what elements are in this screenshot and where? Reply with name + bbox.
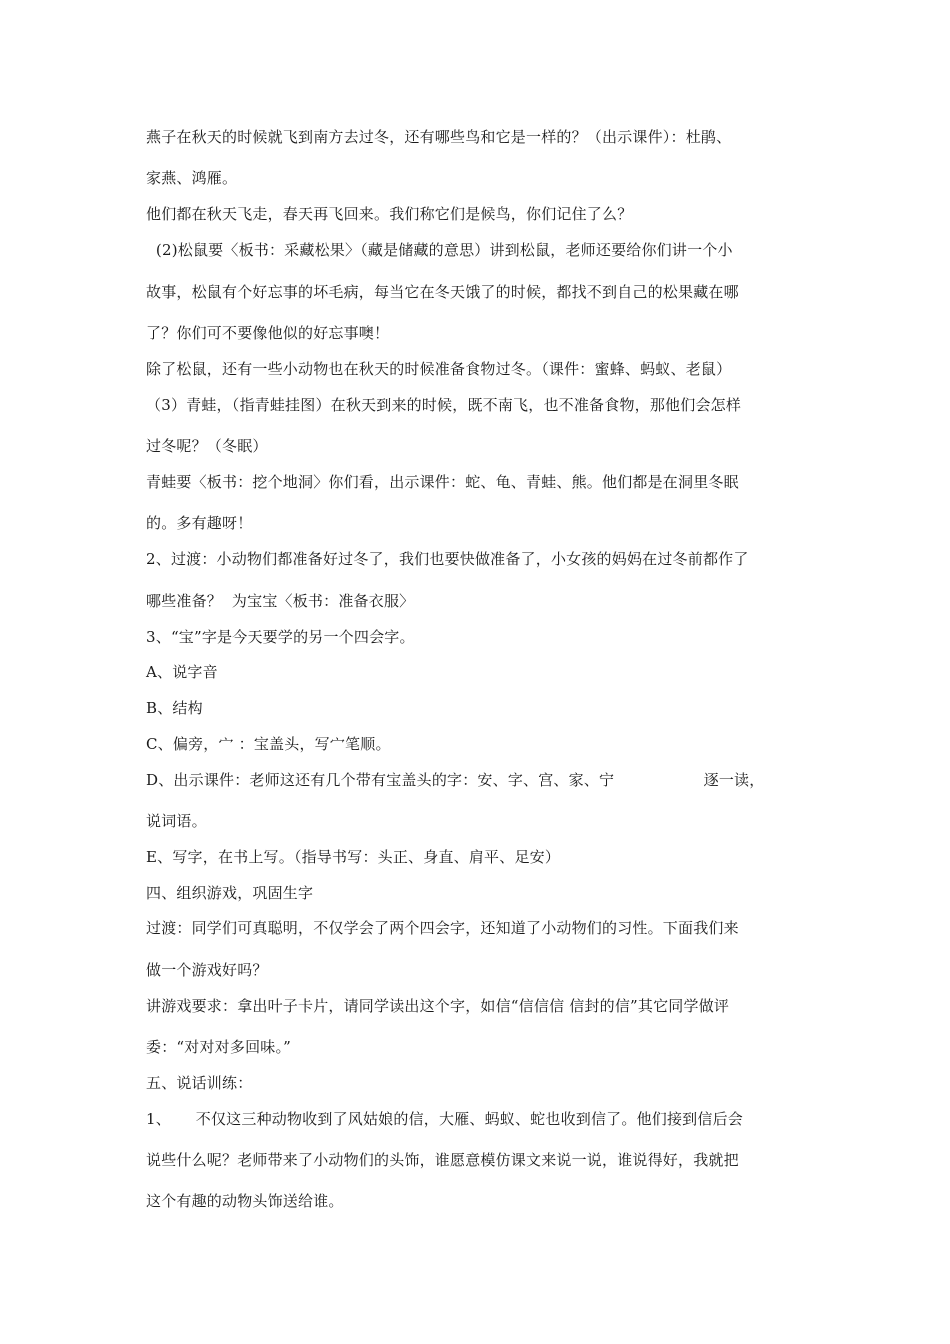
text-line: 这个有趣的动物头饰送给谁。 bbox=[146, 1192, 344, 1210]
text-line: (2)松鼠要〈板书：采藏松果〉（藏是储藏的意思）讲到松鼠，老师还要给你们讲一个小 bbox=[146, 241, 733, 259]
text-line: 五、说话训练： bbox=[146, 1074, 253, 1092]
text-line: 故事，松鼠有个好忘事的坏毛病，每当它在冬天饿了的时候，都找不到自己的松果藏在哪 bbox=[146, 283, 739, 301]
text-line: 过冬呢？（冬眠） bbox=[146, 437, 268, 455]
text-line: B、结构 bbox=[146, 699, 203, 717]
text-line: C、偏旁，宀 ：宝盖头，写宀笔顺。 bbox=[146, 735, 391, 753]
text-line: 的。多有趣呀！ bbox=[146, 514, 253, 532]
text-line: 说些什么呢？老师带来了小动物们的头饰，谁愿意模仿课文来说一说，谁说得好，我就把 bbox=[146, 1151, 739, 1169]
text-line: 哪些准备？ 为宝宝〈板书：准备衣服〉 bbox=[146, 592, 415, 610]
text-line: A、说字音 bbox=[146, 663, 218, 681]
text-line: 四、组织游戏，巩固生字 bbox=[146, 884, 314, 902]
text-line: 说词语。 bbox=[146, 812, 207, 830]
text-line: 做一个游戏好吗？ bbox=[146, 961, 268, 979]
text-line: 了？你们可不要像他似的好忘事噢！ bbox=[146, 324, 390, 342]
text-line: 他们都在秋天飞走，春天再飞回来。我们称它们是候鸟，你们记住了么？ bbox=[146, 205, 633, 223]
text-line: 家燕、鸿雁。 bbox=[146, 169, 238, 187]
text-line: 委：“对对对多回味。” bbox=[146, 1038, 292, 1056]
text-line: E、写字，在书上写。（指导书写：头正、身直、肩平、足安） bbox=[146, 848, 561, 866]
text-line: 过渡：同学们可真聪明，不仅学会了两个四会字，还知道了小动物们的习性。下面我们来 bbox=[146, 919, 739, 937]
text-line: 3、“宝”字是今天要学的另一个四会字。 bbox=[146, 628, 415, 646]
text-line: D、出示课件：老师这还有几个带有宝盖头的字：安、字、宫、家、宁 逐一读， bbox=[146, 771, 765, 789]
text-line: （3）青蛙，（指青蛙挂图）在秋天到来的时候，既不南飞，也不准备食物，那他们会怎样 bbox=[146, 396, 742, 414]
text-line: 燕子在秋天的时候就飞到南方去过冬，还有哪些鸟和它是一样的？（出示课件）：杜鹃、 bbox=[146, 128, 732, 146]
text-line: 讲游戏要求：拿出叶子卡片，请同学读出这个字，如信“信信信 信封的信”其它同学做评 bbox=[146, 997, 730, 1015]
text-line: 1、 不仅这三种动物收到了风姑娘的信，大雁、蚂蚁、蛇也收到信了。他们接到信后会 bbox=[146, 1110, 743, 1128]
text-line: 除了松鼠，还有一些小动物也在秋天的时候准备食物过冬。（课件：蜜蜂、蚂蚁、老鼠） bbox=[146, 360, 732, 378]
text-line: 青蛙要〈板书：挖个地洞〉你们看，出示课件：蛇、龟、青蛙、熊。他们都是在洞里冬眠 bbox=[146, 473, 739, 491]
text-line: 2、过渡：小动物们都准备好过冬了，我们也要快做准备了，小女孩的妈妈在过冬前都作了 bbox=[146, 550, 749, 568]
